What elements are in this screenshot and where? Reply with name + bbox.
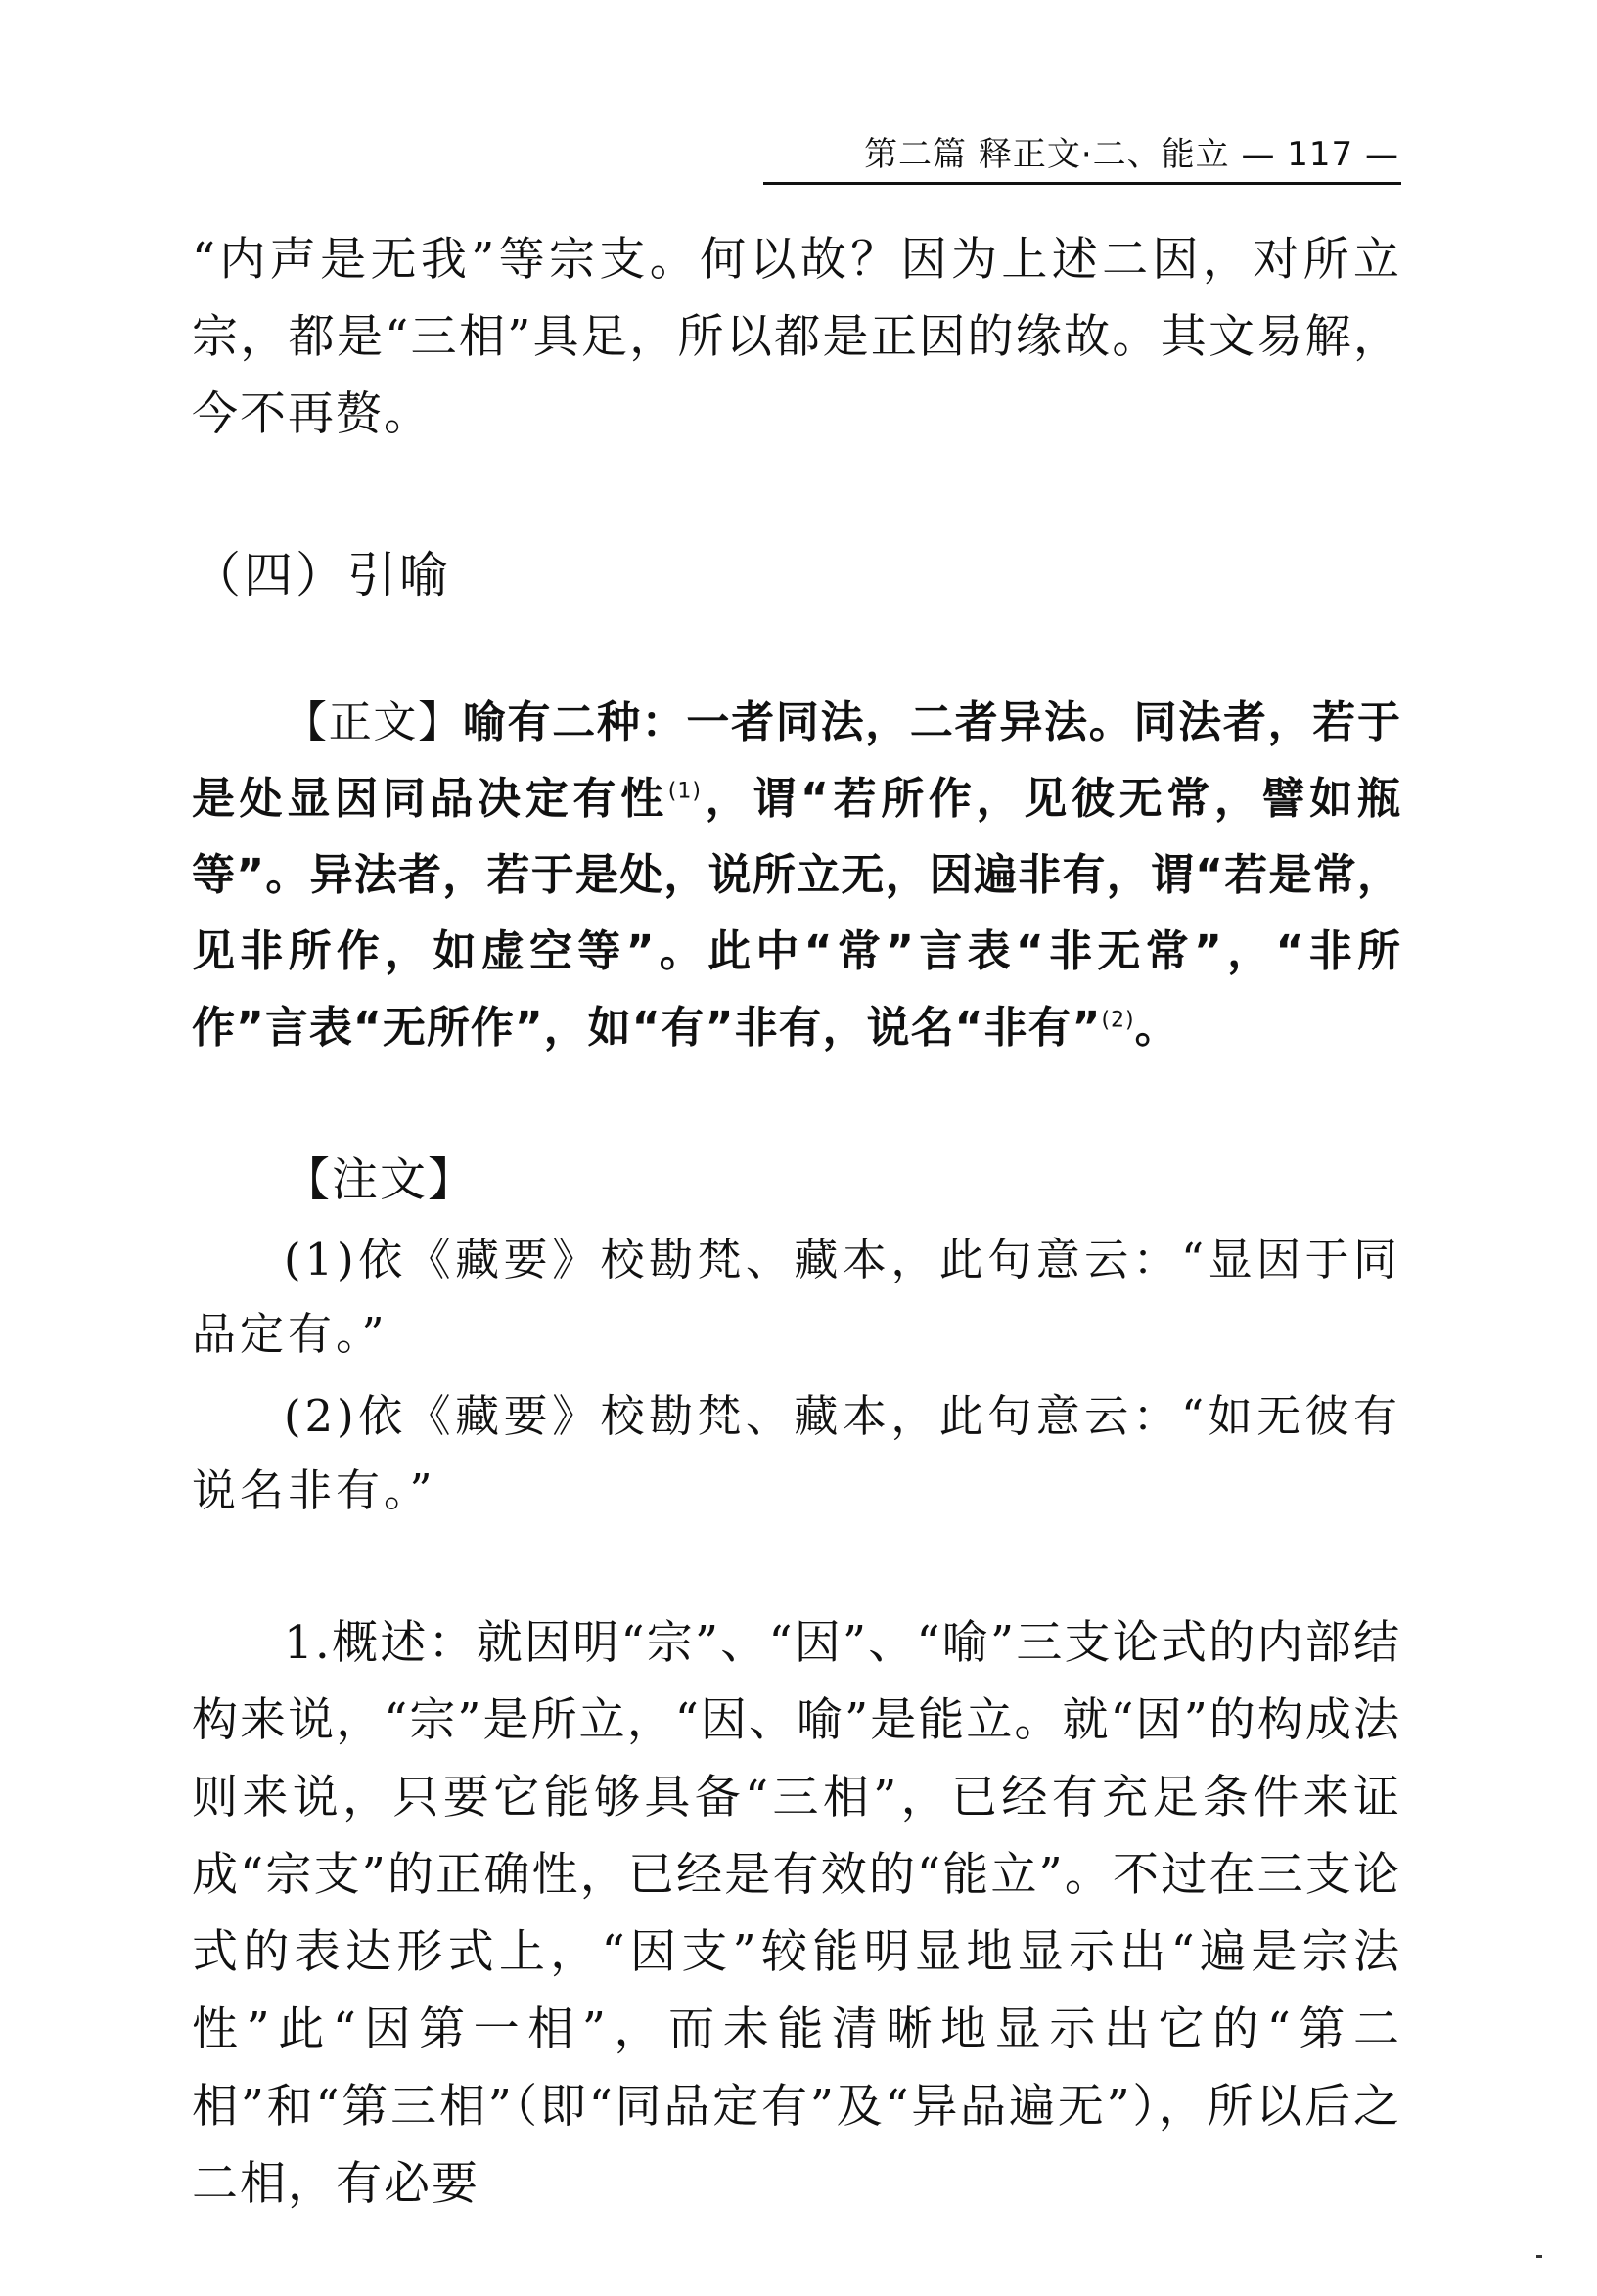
- section-heading: （四）引喻: [192, 547, 451, 604]
- footnote-1: (1)依《藏要》校勘梵、藏本，此句意云：“显因于同品定有。”: [192, 1234, 1401, 1360]
- paragraph-continuation: “内声是无我”等宗支。何以故？因为上述二因，对所立宗，都是“三相”具足，所以都是正因的缘故。其文易解，今不再赘。: [192, 233, 1401, 441]
- zhengwen-text-part2: ，谓“若所作，见彼无常，譬如瓶等”。异法者，若于是处，说所立无，因遍非有，谓“若是常，见非所作，如虚空等”。此中“常”言表“非无常”，“非所作”言表“无所作”，如“有”非有，说名“非有”: [192, 774, 1401, 1053]
- overview-paragraph: 1.概述：就因明“宗”、“因”、“喻”三支论式的内部结构来说，“宗”是所立，“因、喻”是能立。就“因”的构成法则来说，只要它能够具备“三相”，已经有充足条件来证成“宗支”的正确性，已经是有效的“能立”。不过在三支论式的表达形式上，“因支”较能明显地显示出“遍是宗法性”此“因第一相”，而未能清晰地显示出它的“第二相”和“第三相”（即“同品定有”及“异品遍无”），所以后之二相，有必要: [192, 1616, 1401, 2211]
- zhuwen-label: 【注文】: [284, 1153, 476, 1207]
- note-ref-2: (2): [1101, 1008, 1135, 1033]
- zhengwen-paragraph: [192, 685, 1401, 1066]
- footnote-2: (2)依《藏要》校勘梵、藏本，此句意云：“如无彼有说名非有。”: [192, 1390, 1401, 1516]
- running-header: 第二篇 释正文·二、能立 — 117 —: [864, 135, 1399, 174]
- zhengwen-text-part3: 。: [1134, 1003, 1179, 1053]
- zhengwen-text-part1: 喻有二种：一者同法，二者异法。同法者，若于是处显因同品决定有性: [192, 698, 1402, 824]
- zhengwen-label: 【正文】: [284, 698, 463, 747]
- header-rule: [763, 182, 1401, 185]
- margin-mark: [1536, 2255, 1542, 2258]
- note-ref-1: (1): [667, 779, 702, 804]
